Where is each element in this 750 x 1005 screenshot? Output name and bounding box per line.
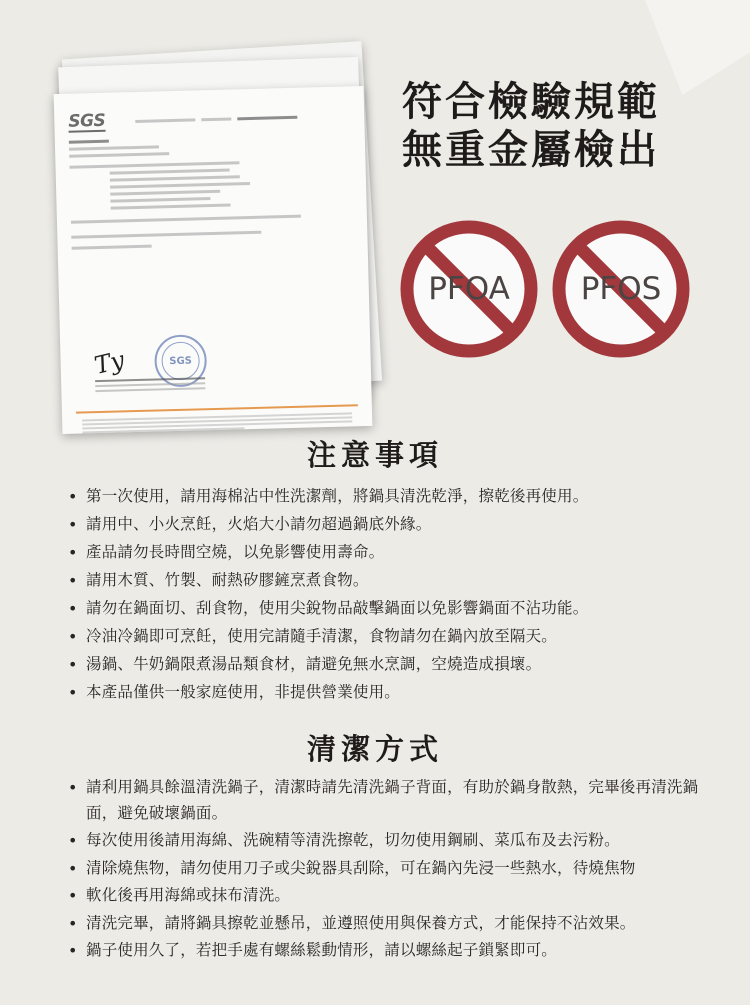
- list-item: • 請用中、小火烹飪，火焰大小請勿超過鍋底外緣。: [68, 512, 708, 537]
- list-item: • 冷油冷鍋即可烹飪，使用完請隨手清潔，食物請勿在鍋內放至隔天。: [68, 624, 708, 649]
- headline: [402, 78, 732, 174]
- list-item: • 湯鍋、牛奶鍋限煮湯品類食材，請避免無水烹調，空燒造成損壞。: [68, 652, 708, 677]
- list-item: • 軟化後再用海綿或抹布清洗。: [68, 883, 708, 909]
- list-item: • 清洗完畢，請將鍋具擦乾並懸吊，並遵照使用與保養方式，才能保持不沾效果。: [68, 911, 708, 937]
- cleaning-title: 清潔方式: [306, 732, 443, 766]
- list-item: • 清除燒焦物，請勿使用刀子或尖銳器具刮除，可在鍋內先浸一些熱水，待燒焦物: [68, 856, 708, 882]
- sgs-logo: SGS: [68, 110, 106, 132]
- list-item: • 請用木質、竹製、耐熱矽膠鏟烹煮食物。: [68, 568, 708, 593]
- certificate-signature-area: [91, 345, 265, 401]
- list-item: • 請勿在鍋面切、刮食物，使用尖銳物品敲擊鍋面以免影響鍋面不沾功能。: [68, 596, 708, 621]
- pfoa-free-badge: [400, 220, 538, 358]
- list-item: • 鍋子使用久了，若把手處有螺絲鬆動情形，請以螺絲起子鎖緊即可。: [68, 938, 708, 964]
- pfos-free-badge: [552, 220, 690, 358]
- list-item: • 產品請勿長時間空燒，以免影響使用壽命。: [68, 540, 708, 565]
- cleaning-list: [68, 775, 708, 966]
- headline-line-1: 符合檢驗規範: [402, 79, 660, 125]
- pfos-label: PFOS: [580, 271, 662, 307]
- sgs-stamp-icon: SGS: [154, 334, 207, 387]
- list-item: • 請利用鍋具餘溫清洗鍋子，清潔時請先清洗鍋子背面，有助於鍋身散熱，完畢後再清洗鍋面，避免破壞鍋面。: [68, 775, 708, 826]
- precautions-list: [68, 484, 708, 708]
- list-item: • 本產品僅供一般家庭使用，非提供營業使用。: [68, 680, 708, 705]
- list-item: • 每次使用後請用海綿、洗碗精等清洗擦乾，切勿使用鋼刷、菜瓜布及去污粉。: [68, 828, 708, 854]
- handwritten-signature: Ty: [91, 345, 128, 380]
- list-item: • 第一次使用，請用海棉沾中性洗潔劑，將鍋具清洗乾淨，擦乾後再使用。: [68, 484, 708, 509]
- certificate-front-page: [54, 86, 373, 434]
- pfoa-label: PFOA: [428, 271, 510, 307]
- headline-line-2: 無重金屬檢出: [402, 127, 660, 173]
- precautions-title: 注意事項: [306, 438, 443, 472]
- sgs-certificate-image: [50, 40, 385, 430]
